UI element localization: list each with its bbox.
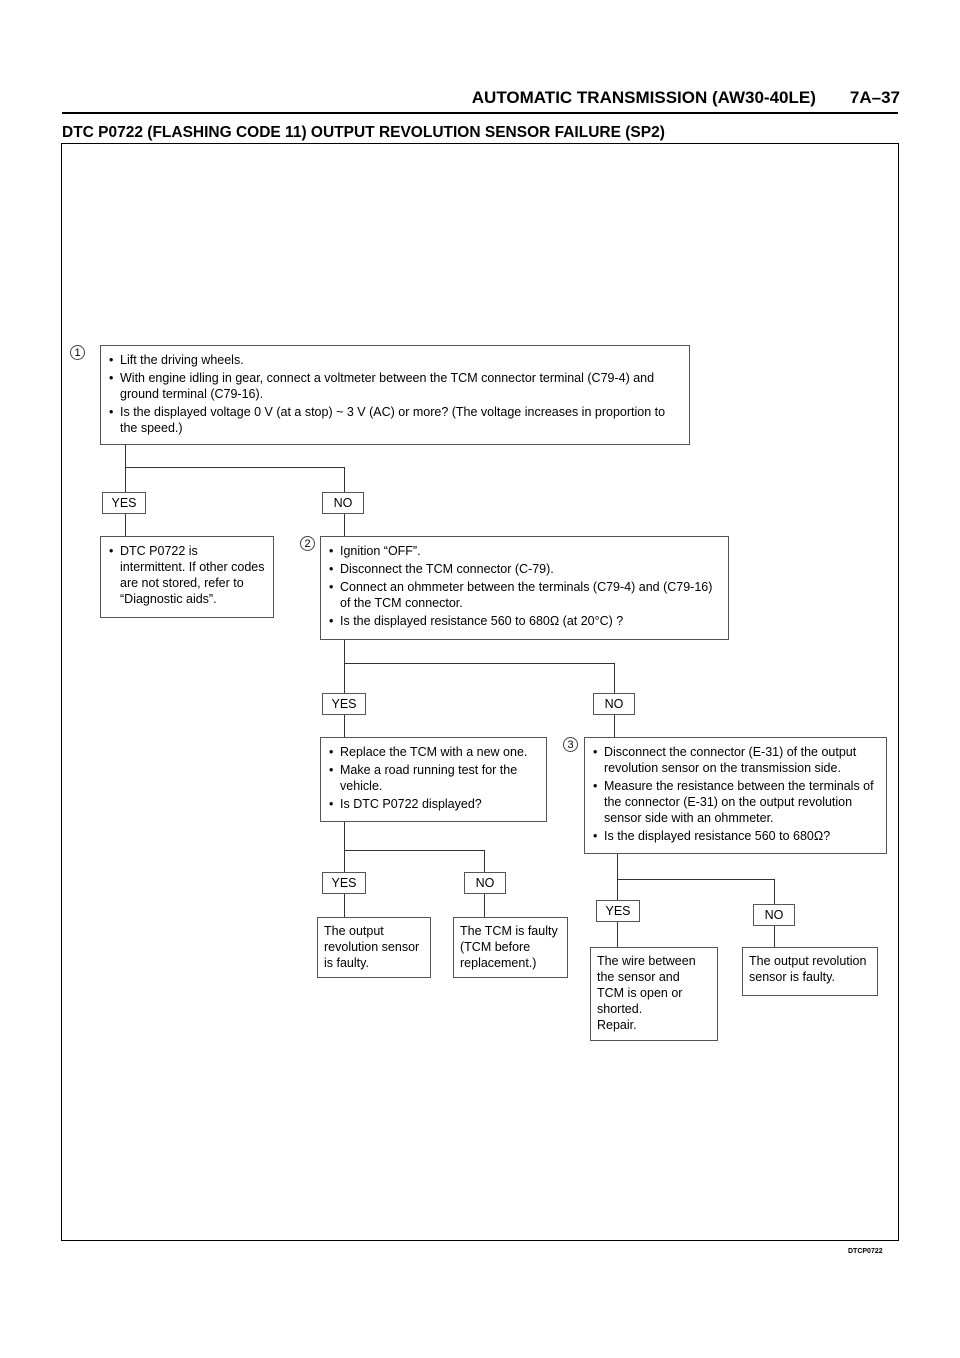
step-3-bullet: • Measure the resistance between the terminals of the connector (E-31) on the output revolution sensor side with an ohmmeter.: [593, 778, 878, 826]
replace-tcm-bullet: • Make a road running test for the vehicle.: [329, 762, 538, 794]
connector-line: [125, 445, 126, 492]
no-label: NO: [593, 693, 635, 715]
diagram-frame: [61, 143, 899, 1241]
step-2-box: [320, 536, 729, 640]
step-3-marker: 3: [563, 737, 578, 752]
step-2-bullet: • Connect an ohmmeter between the terminals (C79-4) and (C79-16) of the TCM connector.: [329, 579, 720, 611]
connector-line: [344, 514, 345, 536]
connector-line: [344, 663, 614, 664]
sensor-faulty-2-text: The output revolution sensor is faulty.: [749, 954, 867, 984]
yes-label: YES: [322, 693, 366, 715]
connector-line: [344, 640, 345, 693]
connector-line: [344, 715, 345, 737]
page-header: [400, 88, 900, 108]
connector-line: [344, 822, 345, 872]
connector-line: [344, 894, 345, 917]
sensor-faulty-box: [317, 917, 431, 978]
wire-open-text: The wire between the sensor and TCM is open or shorted. Repair.: [597, 954, 696, 1032]
step-1-marker: 1: [70, 345, 85, 360]
intermittent-box: [100, 536, 274, 618]
step-3-bullet: • Disconnect the connector (E-31) of the output revolution sensor on the transmission side.: [593, 744, 878, 776]
replace-tcm-box: [320, 737, 547, 822]
connector-line: [614, 715, 615, 737]
connector-line: [484, 850, 485, 872]
connector-line: [125, 514, 126, 536]
sensor-faulty-2-box: [742, 947, 878, 996]
step-2-marker: 2: [300, 536, 315, 551]
tcm-faulty-box: [453, 917, 568, 978]
intermittent-text: • DTC P0722 is intermittent. If other codes are not stored, refer to “Diagnostic aids”.: [109, 543, 265, 607]
connector-line: [617, 879, 774, 880]
no-label: NO: [464, 872, 506, 894]
connector-line: [617, 922, 618, 947]
connector-line: [344, 850, 484, 851]
yes-label: YES: [322, 872, 366, 894]
sensor-faulty-text: The output revolution sensor is faulty.: [324, 924, 420, 970]
tcm-faulty-text: The TCM is faulty (TCM before replacement.): [460, 924, 558, 970]
step-2-bullet: • Is the displayed resistance 560 to 680Ω (at 20°C) ?: [329, 613, 720, 629]
step-3-box: [584, 737, 887, 854]
connector-line: [774, 879, 775, 904]
connector-line: [125, 467, 344, 468]
no-label: NO: [753, 904, 795, 926]
header-title: AUTOMATIC TRANSMISSION (AW30-40LE): [471, 88, 816, 107]
header-rule: [62, 112, 898, 114]
wire-open-box: [590, 947, 718, 1041]
step-2-bullet: • Ignition “OFF”.: [329, 543, 720, 559]
step-1-bullet: • Is the displayed voltage 0 V (at a stop) ~ 3 V (AC) or more? (The voltage increases in proportion to the speed.): [109, 404, 681, 436]
step-1-box: [100, 345, 690, 445]
connector-line: [484, 894, 485, 917]
step-3-bullet: • Is the displayed resistance 560 to 680Ω?: [593, 828, 878, 844]
figure-code: DTCP0722: [848, 1248, 883, 1255]
step-2-bullet: • Disconnect the TCM connector (C-79).: [329, 561, 720, 577]
yes-label: YES: [596, 900, 640, 922]
connector-line: [614, 663, 615, 693]
connector-line: [774, 926, 775, 947]
connector-line: [344, 467, 345, 492]
step-1-bullet: • Lift the driving wheels.: [109, 352, 681, 368]
yes-label: YES: [102, 492, 146, 514]
replace-tcm-bullet: • Is DTC P0722 displayed?: [329, 796, 538, 812]
section-title: DTC P0722 (FLASHING CODE 11) OUTPUT REVOLUTION SENSOR FAILURE (SP2): [62, 124, 665, 141]
page-number: 7A–37: [849, 88, 900, 107]
step-1-bullet: • With engine idling in gear, connect a voltmeter between the TCM connector terminal (C79-4) and ground terminal (C79-16).: [109, 370, 681, 402]
replace-tcm-bullet: • Replace the TCM with a new one.: [329, 744, 538, 760]
no-label: NO: [322, 492, 364, 514]
connector-line: [617, 854, 618, 900]
